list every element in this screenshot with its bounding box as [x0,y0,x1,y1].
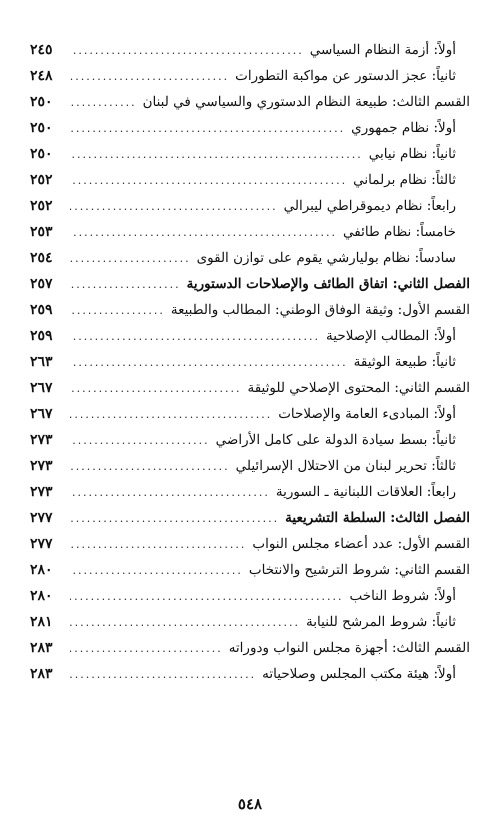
toc-entry-title: أولاً: المبادىء العامة والإصلاحات [278,406,456,422]
toc-entry-title: خامساً: نظام طائفي [343,224,456,240]
toc-entry-page: ٢٨٣ [30,640,53,656]
toc-entry-title: أولاً: هيئة مكتب المجلس وصلاحياته [262,666,456,682]
toc-entry [30,120,470,146]
toc-entry-page: ٢٥٠ [30,120,53,136]
toc-entry-page: ٢٨٠ [30,588,53,604]
toc-entry [30,380,470,406]
dot-leader [70,148,363,161]
toc-entry [30,68,470,94]
toc-entry-title: رابعاً: نظام ديموقراطي ليبرالي [283,198,456,214]
dot-leader [70,512,279,525]
toc-entry [30,640,470,666]
toc-entry-page: ٢٧٧ [30,510,53,526]
dot-leader [70,278,181,291]
dot-leader [70,356,348,369]
dot-leader [70,330,320,343]
toc-entry-page: ٢٥٠ [30,146,53,162]
toc-entry-title: القسم الثاني: شروط الترشيح والانتخاب [248,562,470,578]
dot-leader [70,226,337,239]
dot-leader [70,200,278,213]
toc-entry [30,276,470,302]
toc-entry-title: الفصل الثاني: اتفاق الطائف والإصلاحات الدستورية [186,276,470,292]
dot-leader [70,486,270,499]
toc-entry-page: ٢٥٩ [30,302,53,318]
dot-leader [70,122,345,135]
toc-entry [30,484,470,510]
dot-leader [70,252,191,265]
toc-entry-title: القسم الثالث: أجهزة مجلس النواب ودوراته [228,640,470,656]
dot-leader [70,96,137,109]
toc-entry-page: ٢٨٠ [30,562,53,578]
toc-entry [30,328,470,354]
dot-leader [70,304,165,317]
dot-leader [70,408,272,421]
dot-leader [70,616,300,629]
toc-entry [30,224,470,250]
toc-entry-title: الفصل الثالث: السلطة التشريعية [285,510,470,526]
toc-entry-page: ٢٧٧ [30,536,53,552]
toc-entry-page: ٢٥٢ [30,172,53,188]
dot-leader [70,382,241,395]
toc-entry-title: القسم الأول: عدد أعضاء مجلس النواب [252,536,470,552]
toc-entry [30,42,470,68]
toc-entry-page: ٢٤٨ [30,68,53,84]
dot-leader [70,174,347,187]
toc-entry-title: ثانياً: شروط المرشح للنيابة [306,614,456,630]
toc-entry-title: رابعاً: العلاقات اللبنانية ـ السورية [275,484,456,500]
dot-leader [70,70,229,83]
table-of-contents [30,42,470,692]
toc-entry [30,432,470,458]
toc-entry-title: أولاً: نظام جمهوري [351,120,456,136]
toc-entry [30,666,470,692]
toc-entry-title: ثانياً: بسط سيادة الدولة على كامل الأراضي [215,432,456,448]
toc-entry-title: سادساً: نظام بوليارشي يقوم على توازن القوى [196,250,456,266]
toc-entry-title: ثانياً: نظام نيابي [368,146,456,162]
toc-entry-title: القسم الأول: وثيقة الوفاق الوطني: المطالب والطبيعة [170,302,470,318]
toc-entry-page: ٢٤٥ [30,42,53,58]
toc-entry-title: ثالثاً: نظام برلماني [353,172,456,188]
dot-leader [70,460,230,473]
toc-entry-page: ٢٦٧ [30,380,53,396]
dot-leader [70,668,256,681]
toc-entry-page: ٢٥٢ [30,198,53,214]
toc-entry [30,172,470,198]
toc-entry-page: ٢٧٣ [30,432,53,448]
toc-entry-page: ٢٥٠ [30,94,53,110]
dot-leader [70,642,223,655]
dot-leader [70,434,210,447]
toc-entry-title: القسم الثاني: المحتوى الإصلاحي للوثيقة [247,380,470,396]
toc-entry [30,198,470,224]
toc-entry-page: ٢٥٧ [30,276,53,292]
toc-entry [30,302,470,328]
toc-entry [30,614,470,640]
toc-entry [30,146,470,172]
toc-entry [30,354,470,380]
dot-leader [70,538,246,551]
toc-entry [30,510,470,536]
toc-entry-title: أولاً: شروط الناخب [349,588,456,604]
toc-entry-page: ٢٨١ [30,614,53,630]
toc-entry-page: ٢٨٣ [30,666,53,682]
toc-entry [30,458,470,484]
toc-entry-title: ثالثاً: تحرير لبنان من الاحتلال الإسرائيلي [235,458,456,474]
toc-entry-title: أولاً: أزمة النظام السياسي [309,42,456,58]
toc-entry [30,406,470,432]
toc-entry-page: ٢٧٣ [30,484,53,500]
toc-entry-title: ثانياً: عجز الدستور عن مواكبة التطورات [235,68,456,84]
toc-entry-page: ٢٥٩ [30,328,53,344]
toc-entry [30,588,470,614]
toc-entry [30,536,470,562]
toc-entry-page: ٢٦٣ [30,354,53,370]
toc-entry-title: ثانياً: طبيعة الوثيقة [353,354,456,370]
toc-entry-page: ٢٥٣ [30,224,53,240]
dot-leader [70,564,243,577]
toc-entry [30,94,470,120]
toc-entry-title: القسم الثالث: طبيعة النظام الدستوري والسياسي في لبنان [142,94,470,110]
toc-entry [30,250,470,276]
toc-entry-page: ٢٥٤ [30,250,53,266]
dot-leader [70,590,343,603]
toc-entry [30,562,470,588]
dot-leader [70,44,304,57]
toc-entry-page: ٢٦٧ [30,406,53,422]
toc-entry-page: ٢٧٣ [30,458,53,474]
toc-entry-title: أولاً: المطالب الإصلاحية [326,328,456,344]
page-number: ٥٤٨ [237,795,263,813]
